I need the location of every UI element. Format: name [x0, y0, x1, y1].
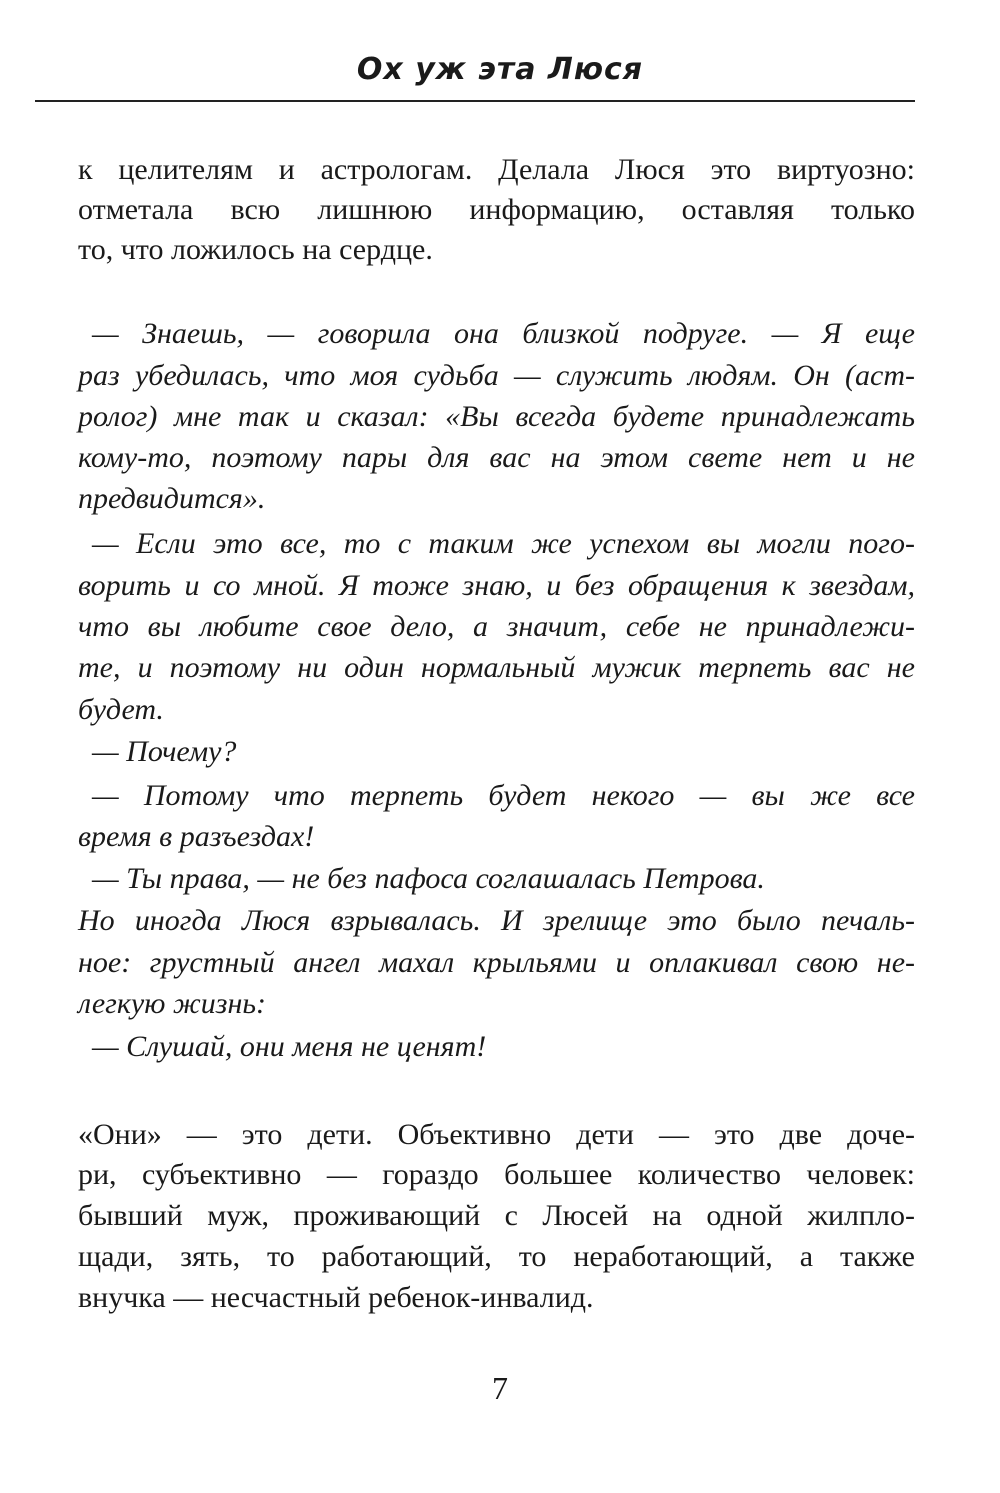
text-line: будет. — [78, 693, 164, 726]
text-line: отметала всю лишнюю информацию, оставляя только — [78, 193, 915, 226]
text-line: ное: грустный ангел махал крыльями и оплакивал свою не- — [78, 946, 915, 979]
text-line: щади, зять, то работающий, то неработающий, а также — [78, 1240, 915, 1273]
text-line: легкую жизнь: — [78, 987, 266, 1020]
text-line: что вы любите свое дело, а значит, себе не принадлежи- — [78, 610, 915, 643]
text-line: то, что ложилось на сердце. — [78, 233, 433, 266]
running-header-title: Ох уж эта Люся — [356, 52, 644, 87]
text-line: — Если это все, то с таким же успехом вы могли пого- — [92, 527, 915, 560]
text-line: ролог) мне так и сказал: «Вы всегда будете принадлежать — [78, 400, 915, 433]
text-line: раз убедилась, что моя судьба — служить людям. Он (аст- — [78, 359, 915, 392]
text-line: к целителям и астрологам. Делала Люся это виртуозно: — [78, 153, 915, 186]
text-line: — Почему? — [92, 735, 237, 768]
text-line: Но иногда Люся взрывалась. И зрелище это было печаль- — [78, 904, 915, 937]
text-line: время в разъездах! — [78, 820, 315, 853]
text-line: — Знаешь, — говорила она близкой подруге. — Я еще — [92, 317, 915, 350]
text-line: — Потому что терпеть будет некого — вы же все — [92, 779, 915, 812]
header-rule — [35, 100, 915, 102]
text-line: ри, субъективно — гораздо большее количество человек: — [78, 1158, 915, 1191]
text-line: предвидится». — [78, 482, 266, 515]
text-line: — Ты права, — не без пафоса соглашалась Петрова. — [92, 862, 765, 895]
text-line: — Слушай, они меня не ценят! — [92, 1030, 487, 1063]
text-line: «Они» — это дети. Объективно дети — это две доче- — [78, 1118, 915, 1151]
page-number: 7 — [492, 1370, 508, 1406]
text-line: бывший муж, проживающий с Люсей на одной жилпло- — [78, 1199, 915, 1232]
text-line: ворить и со мной. Я тоже знаю, и без обращения к звездам, — [78, 569, 915, 602]
text-line: внучка — несчастный ребенок-инвалид. — [78, 1281, 594, 1314]
text-line: кому-то, поэтому пары для вас на этом свете нет и не — [78, 441, 915, 474]
text-line: те, и поэтому ни один нормальный мужик терпеть вас не — [78, 651, 915, 684]
